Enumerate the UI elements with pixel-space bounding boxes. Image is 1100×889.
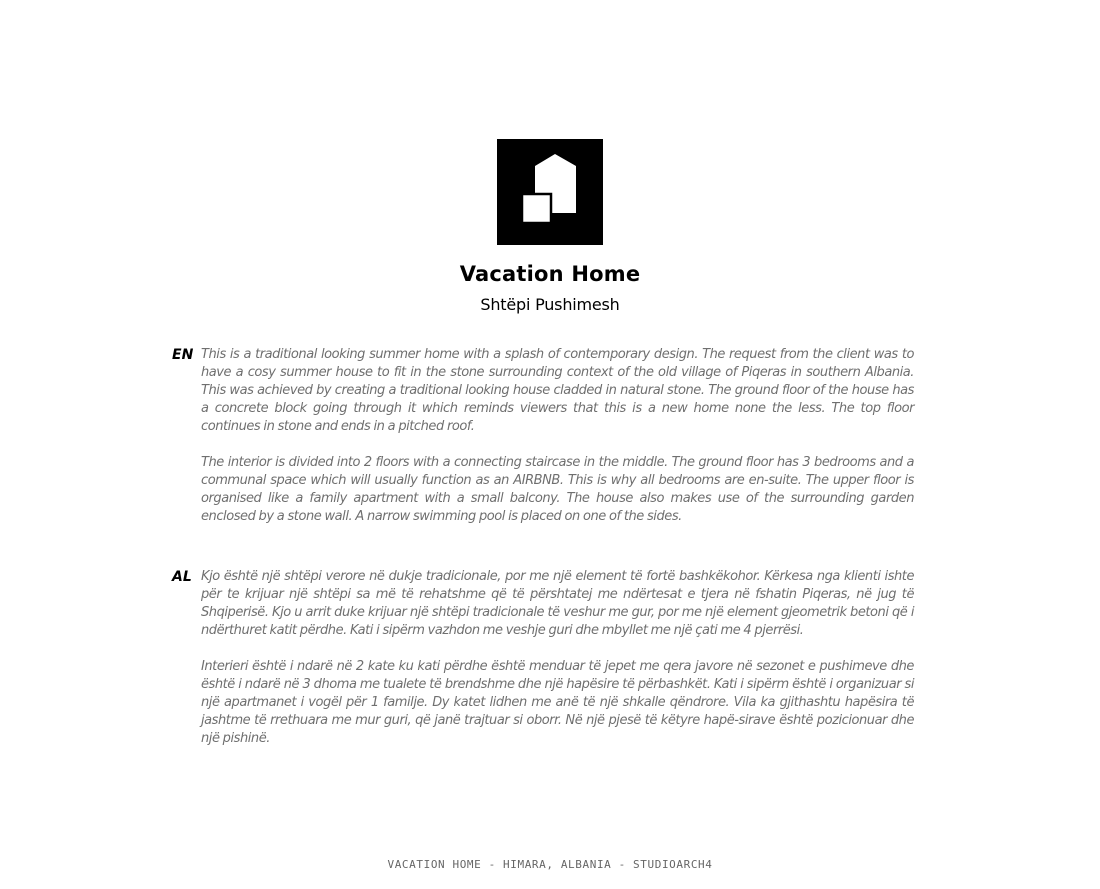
paragraph-en-2: The interior is divided into 2 floors with a connecting staircase in the middle. The ground floor has 3 bedrooms and a communal space which will usually function as an AIRBNB. This is why all bedrooms are en-suite. The upper floor is organised like a family apartment with a small balcony. The house also makes use of the surrounding garden enclosed by a stone wall. A narrow swimming pool is placed on one of the sides.	[201, 455, 914, 524]
language-tag-al: AL	[172, 569, 192, 585]
house-icon	[497, 139, 603, 245]
paragraph-al-2: Interieri është i ndarë në 2 kate ku kati përdhe është menduar të jepet me qera javore në sezonet e pushimeve dhe është i ndarë në 3 dhoma me tualete të brendshme dhe një hapësire të përbashkët. Kati i sipërm është i organizuar si një apartmanet i vogël për 1 familje. Dy katet lidhen me anë të një shkalle qëndrore. Vila ka gjithashtu hapësira të jashtme të rrethuara me mur guri, që janë trajtuar si oborr. Në një pjesë të këtyre hapë-sirave është pozicionuar dhe një pishinë.	[201, 659, 914, 746]
paragraph-en-1: This is a traditional looking summer home with a splash of contemporary design. The request from the client was to have a cosy summer house to fit in the stone surrounding context of the old village of Piqeras in southern Albania. This was achieved by creating a traditional looking house cladded in natural stone. The ground floor of the house has a concrete block going through it which reminds viewers that this is a new home none the less. The top floor continues in stone and ends in a pitched roof.	[201, 347, 914, 434]
logo	[497, 139, 603, 245]
page-title: Vacation Home	[459, 262, 641, 286]
page-subtitle: Shtëpi Pushimesh	[480, 295, 620, 314]
footer-caption: VACATION HOME - HIMARA, ALBANIA - STUDIOARCH4	[387, 858, 713, 871]
section-english	[172, 346, 914, 526]
language-tag-en: EN	[172, 347, 194, 363]
section-albanian	[172, 568, 914, 748]
paragraph-al-1: Kjo është një shtëpi verore në dukje tradicionale, por me një element të fortë bashkëkohor. Kërkesa nga klienti ishte për te krijuar një shtëpi sa më të rehatshme që të përshtatej me ndërtesat e tjera në fshatin Piqeras, në jug të Shqiperisë. Kjo u arrit duke krijuar një shtëpi tradicionale të veshur me gur, por me një element gjeometrik betoni që i ndërthuret katit përdhe. Kati i sipërm vazhdon me veshje guri dhe mbyllet me një çati me 4 pjerrësi.	[201, 569, 914, 638]
